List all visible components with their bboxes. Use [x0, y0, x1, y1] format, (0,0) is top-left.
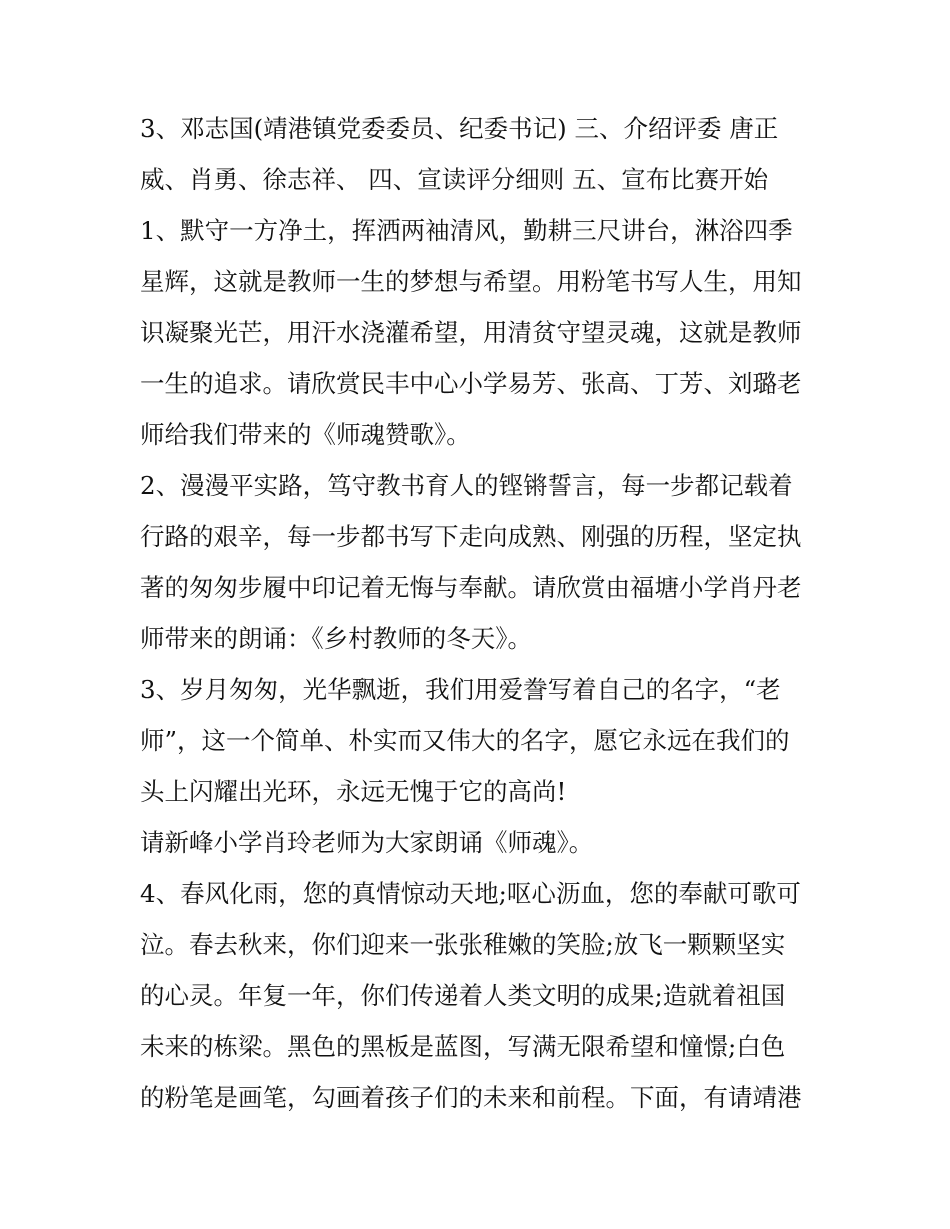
text-line: 请新峰小学肖玲老师为大家朗诵《师魂》。: [140, 828, 594, 857]
text-line: 识凝聚光芒，用汗水浇灌希望，用清贫守望灵魂，这就是教师: [140, 318, 802, 347]
text-line: 未来的栋梁。黑色的黑板是蓝图，写满无限希望和憧憬;白色: [140, 1032, 786, 1061]
text-line: 3、岁月匆匆，光华飘逝，我们用爱誊写着自己的名字，“老: [140, 675, 781, 704]
text-line: 3、邓志国(靖港镇党委委员、纪委书记) 三、介绍评委 唐正: [140, 114, 779, 143]
text-line: 星辉，这就是教师一生的梦想与希望。用粉笔书写人生，用知: [140, 267, 802, 296]
text-line: 的心灵。年复一年，你们传递着人类文明的成果;造就着祖国: [140, 981, 786, 1010]
text-line: 师带来的朗诵：《乡村教师的冬天》。: [140, 624, 532, 653]
text-line: 泣。春去秋来，你们迎来一张张稚嫩的笑脸;放飞一颗颗坚实: [140, 930, 786, 959]
text-line: 一生的追求。请欣赏民丰中心小学易芳、张高、丁芳、刘璐老: [140, 369, 802, 398]
text-line: 师给我们带来的《师魂赞歌》。: [140, 420, 471, 449]
text-line: 的粉笔是画笔，勾画着孩子们的未来和前程。下面，有请靖港: [140, 1083, 802, 1112]
text-line: 行路的艰辛，每一步都书写下走向成熟、刚强的历程，坚定执: [140, 522, 802, 551]
text-line: 2、漫漫平实路，笃守教书育人的铿锵誓言，每一步都记载着: [140, 471, 793, 500]
text-line: 著的匆匆步履中印记着无悔与奉献。请欣赏由福塘小学肖丹老: [140, 573, 802, 602]
text-line: 1、默守一方净土，挥洒两袖清风，勤耕三尺讲台，淋浴四季: [140, 216, 793, 245]
text-line: 师”，这一个简单、朴实而又伟大的名字，愿它永远在我们的: [140, 726, 790, 755]
text-line: 4、春风化雨，您的真情惊动天地;呕心沥血，您的奉献可歌可: [140, 879, 801, 908]
text-line: 头上闪耀出光环，永远无愧于它的高尚!: [140, 777, 567, 806]
text-line: 威、肖勇、徐志祥、 四、宣读评分细则 五、宣布比赛开始: [140, 165, 769, 194]
